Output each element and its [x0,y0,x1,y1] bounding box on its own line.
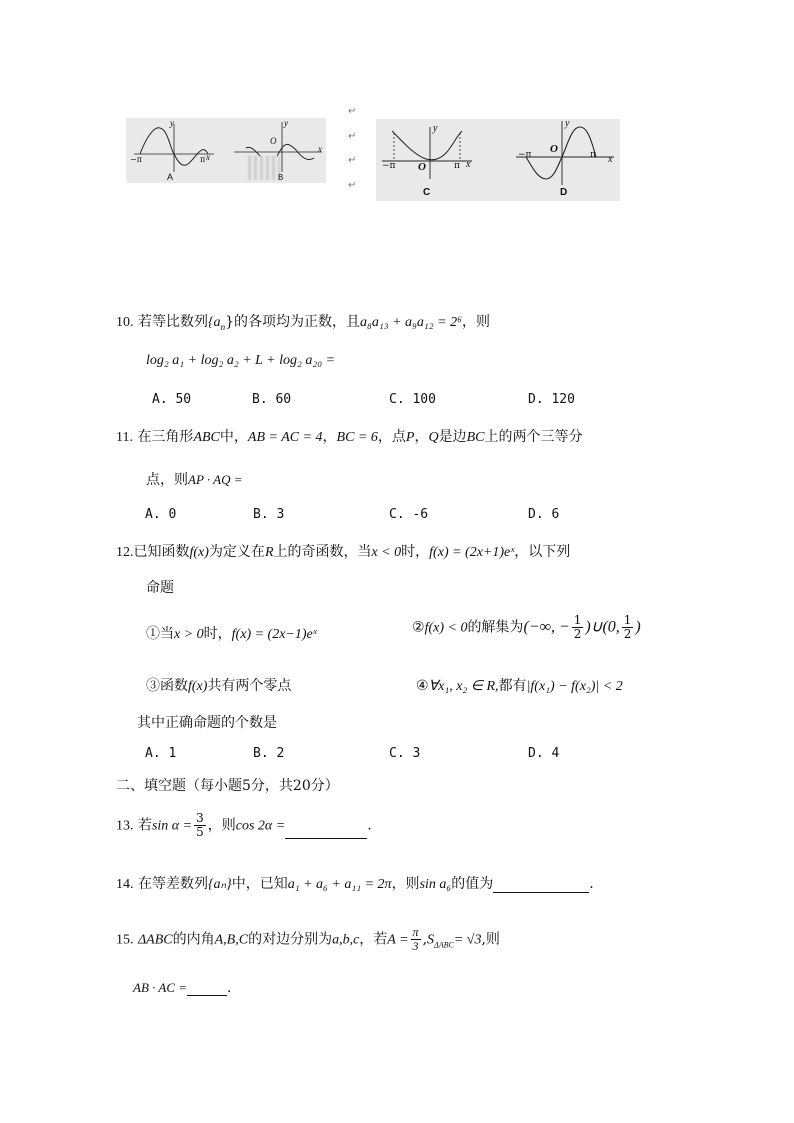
graph-c-y-label: y [433,123,438,134]
q10-line1 [116,311,490,332]
q15-frac-den: 3 [412,939,419,953]
q11-bc: BC [466,430,485,445]
q10-condition: a₈a₁₃ + a₉a₁₂ = 2⁶ [359,315,462,330]
q14-number: 14. [116,877,134,892]
q12-option-c: C. 3 [389,746,421,761]
q14-answer-blank[interactable] [493,878,589,893]
q12-frac-2-den: 2 [623,627,632,641]
q15-d: ,则 [481,931,500,948]
q12-line1-e: ，以下列 [514,544,571,560]
q11-line1 [116,426,582,446]
q15-line1 [116,926,500,953]
q12-s2-set-a: (−∞, − [523,618,570,636]
graph-c-x-label: x [466,159,471,170]
graph-c-neg-pi: −π [382,161,396,171]
q12-statement-4 [416,675,623,695]
q10-option-d: D. 120 [528,392,575,407]
q11-number: 11. [116,430,133,445]
q12-line2: 命题 [146,580,174,596]
q13-b: ，则 [207,817,236,834]
q11-comma: ， [322,429,337,445]
q10-option-c: C. 100 [389,392,436,407]
q14-end: . [589,876,594,892]
graph-d-label: D [560,187,568,198]
q11-line1-b: 中， [219,429,248,445]
q11-line1-a: 在三角形 [137,429,194,445]
q14-a: 在等差数列 [137,876,208,892]
graph-d-o-label: O [550,143,558,155]
q12-s2-b: 的解集为 [467,619,524,636]
q15-frac [411,926,421,953]
q12-line1-a: 已知函数 [133,544,190,560]
q11-q: Q [428,430,439,445]
q12-line1-c: 上的奇函数，当 [273,544,372,560]
q15-b: 的对边分别为 [248,931,333,948]
q12-frac-1-den: 2 [573,627,582,641]
q14-eq: a₁ + a₆ + a₁₁ = 2π [287,877,392,892]
q15-a: 的内角 [172,931,215,948]
q12-s2-a: ② [412,619,425,636]
graph-c-pi: π [454,161,460,171]
q12-s3-fx: f(x) [188,679,208,694]
q10-text-b: 的各项均为正数，且 [233,314,360,330]
q11-line1-c: ，点 [377,429,406,445]
q11-option-c: C. -6 [389,507,429,522]
q11-dot-expr: AP · AQ = [188,472,243,487]
q13-frac [194,812,206,839]
q15-end: . [227,980,232,996]
section-2-heading: 二、填空题（每小题5分，共20分） [116,778,339,794]
q11-line2-a: 点，则 [146,472,188,488]
q12-line1-d: 时， [401,544,430,560]
q15-tri: ΔABC [137,932,173,948]
q13-number: 13. [116,818,134,834]
q10-seq-end: } [225,314,234,330]
graphs-cd-svg [376,119,620,201]
q11-abc: ABC [193,430,220,445]
q12-conclusion: 其中正确命题的个数是 [137,715,277,731]
graph-c-label: C [423,187,431,198]
q13-sin: sin α = [151,818,193,834]
q12-number: 12. [116,545,134,560]
graph-b-label: B [278,173,284,182]
graph-a [134,124,214,172]
q12-s4-c: |f(x₁) − f(x₂)| < 2 [526,679,623,694]
q14-d: 的值为 [451,876,494,892]
q10-seq-sub: n [220,321,226,332]
q12-option-d: D. 4 [528,746,560,761]
q12-line1-b: 为定义在 [208,544,265,560]
q13-a: 若 [137,817,152,834]
q11-eq2: BC = 6 [336,430,378,445]
paragraph-mark-1: ↵ [348,106,357,117]
q10-seq: {a [207,315,221,330]
q15-answer-blank[interactable] [187,981,227,996]
q15-line2 [133,980,231,996]
q12-statement-2 [412,614,641,641]
q12-statement-3 [146,675,291,695]
q12-frac-1-num: 1 [573,613,582,627]
graph-b-o-label: O [270,136,277,146]
q13-frac-den: 5 [196,825,204,839]
q12-cond: x < 0 [371,545,402,560]
q15-area: S [427,932,435,948]
graph-c-o-label: O [418,161,426,173]
graph-c [382,127,472,179]
q10-text-c: ，则 [461,314,490,330]
q15-dot-expr: AB · AC = [133,980,188,995]
q10-expression: log₂ a₁ + log₂ a₂ + L + log₂ a₂₀ = [146,353,336,368]
q12-def: f(x) = (2x+1)eˣ [429,545,515,560]
graph-a-x-label: x [206,152,210,162]
q12-r: R [264,545,274,560]
q14-seq: {aₙ} [207,877,232,892]
graph-a-y-label: y [170,118,174,128]
q12-s3-b: 共有两个零点 [207,678,292,694]
graph-d-neg-pi: −π [518,150,532,160]
paragraph-mark-3: ↵ [348,155,357,166]
q11-option-d: D. 6 [528,507,560,522]
q11-line2 [146,469,243,489]
q12-option-a: A. 1 [145,746,177,761]
q15-number: 15. [116,932,134,948]
q15-sides: a,b,c [332,932,360,948]
q12-frac-2-num: 1 [623,613,632,627]
q11-option-b: B. 3 [253,507,285,522]
q12-s2-set-b: )∪(0, [585,618,620,636]
q14-line [116,873,594,893]
q12-fx: f(x) [189,545,209,560]
graph-d-pi: π [590,150,596,160]
q14-b: 中，已知 [231,876,288,892]
q12-line1 [116,541,570,561]
q15-area-sub: ΔABC [434,940,454,950]
q15-angles: A,B,C [214,932,249,948]
graph-b-y-label: y [284,118,288,128]
q12-s2-set-c: ) [635,618,641,636]
q12-s1-cond: x > 0 [174,627,204,642]
graph-panel-cd [376,119,620,201]
blurred-region [248,156,280,180]
q13-line [116,812,372,839]
q12-frac-1 [572,614,584,641]
q12-s1-a: ①当 [146,626,174,642]
paragraph-mark-4: ↵ [348,180,357,191]
q15-frac-num: π [412,925,419,939]
q12-option-b: B. 2 [253,746,285,761]
q14-sin: sin a₆ [419,877,452,892]
q11-eq1: AB = AC = 4 [247,430,323,445]
graph-panel-ab [126,118,326,183]
q11-line1-e: 上的两个三等分 [484,429,583,445]
q12-s4-a: ④ [416,678,429,694]
q10-option-b: B. 60 [252,392,292,407]
graphs-ab-svg [126,118,326,183]
q13-end: . [367,817,372,834]
graph-d-y-label: y [565,118,570,129]
q12-s3-a: ③函数 [146,678,188,694]
q15-c: ，若 [359,931,388,948]
q11-p: P [405,430,415,445]
q12-frac-2 [622,614,634,641]
q12-s4-b: 都有 [498,678,527,694]
q13-answer-blank[interactable] [285,824,367,839]
q10-number: 10. [116,315,134,330]
q15-comma: , [422,931,428,948]
q13-frac-num: 3 [196,811,204,825]
graph-d-x-label: x [608,154,613,165]
q15-aeq: A = [387,932,409,948]
q14-c: ，则 [391,876,420,892]
q12-s1-expr: f(x) = (2x−1)eˣ [231,627,317,642]
q11-option-a: A. 0 [145,507,177,522]
q10-option-a: A. 50 [152,392,192,407]
q12-statement-1 [146,623,317,643]
q12-s4-expr: ∀x₁, x₂ ∈ R, [428,679,499,694]
q11-line1-d: 是边 [438,429,467,445]
q13-cos: cos 2α = [235,818,286,834]
graph-a-pi: π [200,155,206,164]
graph-a-label: A [167,172,174,182]
graph-b-x-label: x [318,144,322,154]
paragraph-mark-2: ↵ [348,131,357,142]
q10-text-a: 若等比数列 [137,314,208,330]
graph-a-neg-pi: −π [130,155,142,164]
q12-s1-b: 时， [203,626,232,642]
q15-area-eq: = √3 [453,932,482,948]
q11-comma2: ， [414,429,429,445]
q12-s2-expr: f(x) < 0 [424,620,468,636]
